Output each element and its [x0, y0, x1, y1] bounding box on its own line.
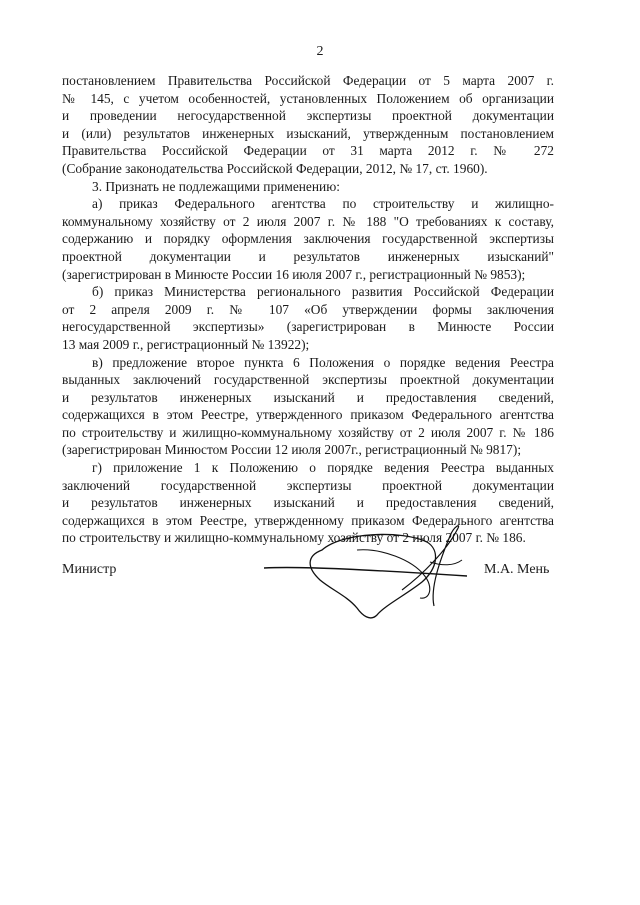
text-line: и результатов инженерных изысканий и предоставления сведений, — [62, 495, 554, 511]
text-line: коммунальному хозяйству от 2 июля 2007 г. № 188 "О требованиях к составу, — [62, 213, 554, 229]
text-line: (Собрание законодательства Российской Федерации, 2012, № 17, ст. 1960). — [62, 160, 488, 176]
text-line: содержанию и порядку оформления заключения государственной экспертизы — [62, 231, 554, 247]
text-line: по строительству и жилищно-коммунальному хозяйству от 2 июля 2007 г. № 186 — [62, 424, 554, 440]
text-line: и результатов инженерных изысканий и предоставления сведений, — [62, 389, 554, 405]
text-line: г) приложение 1 к Положению о порядке ведения Реестра выданных — [92, 460, 554, 476]
text-line: постановлением Правительства Российской Федерации от 5 марта 2007 г. — [62, 73, 554, 88]
signatory-name: М.А. Мень — [484, 562, 550, 577]
text-line: содержащихся в этом Реестре, утвержденного приказом Федерального агентства — [62, 407, 554, 423]
text-line: 3. Признать не подлежащими применению: — [92, 178, 340, 194]
text-line: (зарегистрирован в Минюсте России 16 июля 2007 г., регистрационный № 9853); — [62, 266, 526, 282]
paragraph-item-3 — [62, 178, 554, 196]
signature-stroke — [310, 534, 435, 617]
text-line: выданных заключений государственной экспертизы проектной документации — [62, 372, 554, 388]
paragraph-item-3v — [62, 354, 554, 460]
signature-stroke — [402, 526, 459, 606]
text-line: 13 мая 2009 г., регистрационный № 13922); — [62, 336, 310, 352]
signature-block — [0, 520, 640, 630]
handwritten-signature — [262, 520, 472, 625]
paragraph-item-3b — [62, 283, 554, 353]
text-line: содержащихся в этом Реестре, утвержденному приказом Федерального агентства — [62, 512, 554, 528]
text-line: б) приказ Министерства регионального развития Российской Федерации — [92, 284, 554, 300]
text-line: а) приказ Федерального агентства по строительству и жилищно- — [92, 196, 554, 212]
document-body — [62, 72, 554, 547]
signature-stroke — [357, 550, 430, 598]
paragraph-item-3a — [62, 195, 554, 283]
text-line: и проведении негосударственной экспертизы проектной документации — [62, 108, 554, 124]
text-line: от 2 апреля 2009 г. № 107 «Об утверждении формы заключения — [62, 301, 554, 317]
text-line: № 145, с учетом особенностей, установленных Положением об организации — [62, 90, 554, 106]
text-line: (зарегистрирован Минюстом России 12 июля 2007г., регистрационный № 9817); — [62, 442, 522, 458]
text-line: и (или) результатов инженерных изысканий, утвержденным постановлением — [62, 125, 554, 141]
text-line: по строительству и жилищно-коммунальному хозяйству от 2 июля 2007 г. № 186. — [62, 530, 526, 546]
text-line: заключений государственной экспертизы проектной документации — [62, 477, 554, 493]
signatory-title: Министр — [62, 562, 117, 577]
text-line: проектной документации и результатов инженерных изысканий" — [62, 248, 554, 264]
page-number: 2 — [316, 44, 324, 59]
text-line: в) предложение второе пункта 6 Положения о порядке ведения Реестра — [92, 354, 554, 370]
text-line: Правительства Российской Федерации от 31 марта 2012 г. № 272 — [62, 143, 554, 159]
paragraph-continuation — [62, 72, 554, 178]
text-line: негосударственной экспертизы» (зарегистрирован в Минюсте России — [62, 319, 554, 335]
